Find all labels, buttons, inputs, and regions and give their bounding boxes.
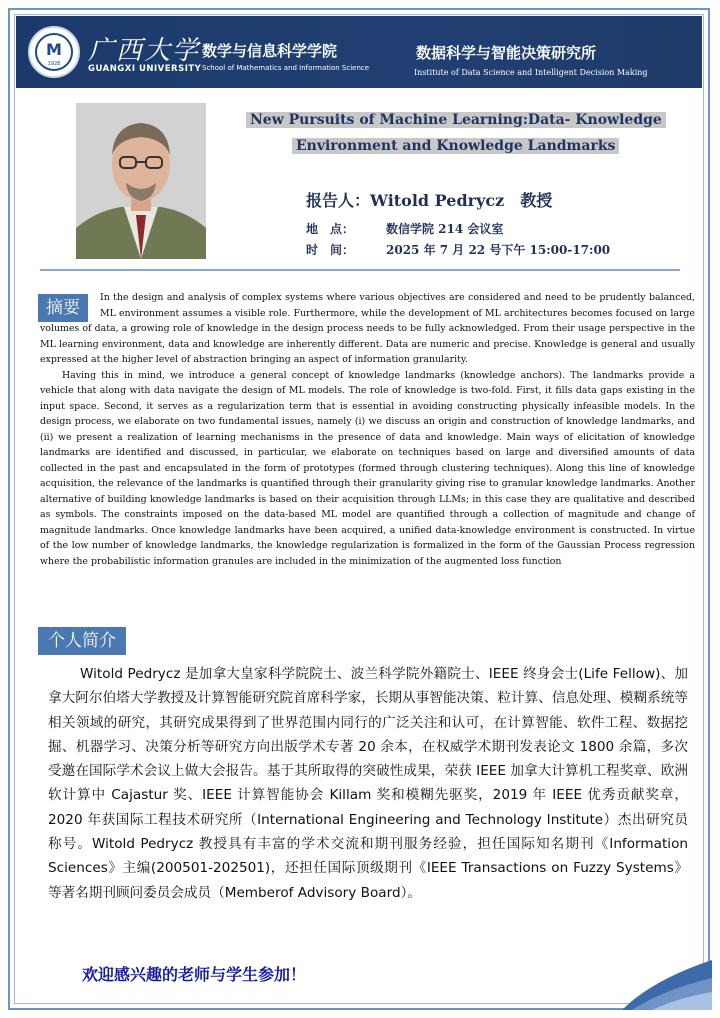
school-name-en: School of Mathematics and Information Science — [202, 64, 370, 72]
location-value: 数信学院 214 会议室 — [386, 222, 504, 236]
corner-wave-decoration — [622, 940, 712, 1010]
talk-title-line1: New Pursuits of Machine Learning:Data- Knowledge — [246, 112, 666, 128]
institute-name-cn: 数据科学与智能决策研究所 — [416, 44, 597, 62]
time-label: 时 间： — [306, 243, 355, 257]
talk-title — [244, 110, 662, 160]
location-row — [306, 220, 503, 237]
school-name-cn: 数学与信息科学学院 — [202, 42, 338, 60]
wave-icon — [622, 940, 712, 1010]
time-row — [306, 241, 610, 258]
university-name-en: GUANGXI UNIVERSITY — [88, 64, 202, 74]
abstract-paragraph-1: In the design and analysis of complex systems where various objectives are considered and need to be prudently balanced, ML environment assumes a visible role. Furthermore, while the development of ML architectures becomes focused on large volumes of data, a growing role of knowledge in the design process needs to be fully acknowledged. From their usage perspective in the ML learning environment, data and knowledge are inherently different. Data are numeric and precise. Knowledge is general and usually expressed at the higher level of abstraction bringing an aspect of information granularity. — [40, 292, 695, 365]
header-divider — [40, 269, 680, 271]
logo-year: 1928 — [47, 61, 61, 67]
welcome-message: 欢迎感兴趣的老师与学生参加！ — [82, 965, 307, 984]
bio-paragraph: Witold Pedrycz 是加拿大皇家科学院院士、波兰科学院外籍院士、IEEE 终身会士(Life Fellow)、加拿大阿尔伯塔大学教授及计算智能研究院首席科学家，长期从事智能决策、粒计算、信息处理、模糊系统等相关领域的研究，其研究成果得到了世界范围内同行的广泛关注和认可，在计算智能、软件工程、数据挖掘、机器学习、决策分析等研究方向出版学术专著 20 余本，在权威学术期刊发表论文 1800 余篇，多次受邀在国际学术会议上做大会报告。基于其所取得的突破性成果，荣获 IEEE 加拿大计算机工程奖章、欧洲软计算中 Cajastur 奖、IEEE 计算智能协会 Killam 奖和模糊先驱奖，2019 年 IEEE 优秀贡献奖章，2020 年获国际工程技术研究所（International Engineering and Technology Institute）杰出研究员称号。Witold Pedrycz 教授具有丰富的学术交流和期刊服务经验，担任国际知名期刊《Information Sciences》主编(200501-202501)，还担任国际顶级期刊《IEEE Transactions on Fuzzy Systems》等著名期刊顾问委员会成员（Memberof Advisory Board）。 — [48, 666, 688, 901]
institute-name-en: Institute of Data Science and Intelligent Decision Making — [414, 68, 648, 77]
poster-header — [16, 16, 702, 88]
talk-title-line2: Environment and Knowledge Landmarks — [292, 138, 619, 154]
location-label: 地 点： — [306, 222, 355, 236]
speaker-name: 报告人：Witold Pedrycz 教授 — [306, 191, 553, 210]
abstract-tag: 摘要 — [38, 294, 88, 322]
time-value: 2025 年 7 月 22 号下午 15:00-17:00 — [386, 243, 611, 257]
speaker-portrait-icon — [76, 103, 206, 259]
bio-tag: 个人简介 — [38, 627, 126, 655]
university-name-cn: 广西大学 — [88, 36, 201, 66]
bio-text — [48, 662, 688, 905]
speaker-photo — [76, 103, 206, 259]
university-logo: M 1928 — [28, 26, 80, 78]
abstract-paragraph-2: Having this in mind, we introduce a general concept of knowledge landmarks (knowledge anchors). The landmarks provide a vehicle that along with data navigate the design of ML models. The role of knowledge is two-fold. First, it fills data gaps existing in the input space. Second, it serves as a regularization term that is essential in avoiding constructing physically infeasible models. In the design process, we elaborate on two fundamental issues, namely (i) we discuss an origin and construction of knowledge landmarks, and (ii) we present a realization of learning mechanisms in the presence of data and knowledge. Main ways of elicitation of knowledge landmarks are identified and discussed, in particular, we elaborate on techniques based on large and diversified amounts of data collected in the past and encapsulated in the form of prototypes (formed through clustering techniques). Along this line of knowledge acquisition, the relevance of the landmarks is quantified through their granularity giving rise to granular knowledge landmarks. Another alternative of building knowledge landmarks is based on their acquisition through LLMs; in this case they are qualitative and described as symbols. The constraints imposed on the data-based ML model are quantified through a collection of magnitude and change of magnitude landmarks. Once knowledge landmarks have been acquired, a unified data-knowledge environment is constructed. In virtue of the low number of knowledge landmarks, the knowledge regularization is formalized in the form of the Gaussian Process regression where the probabilistic information granules are included in the minimization of the augmented loss function — [40, 369, 695, 567]
abstract-text — [40, 290, 695, 569]
